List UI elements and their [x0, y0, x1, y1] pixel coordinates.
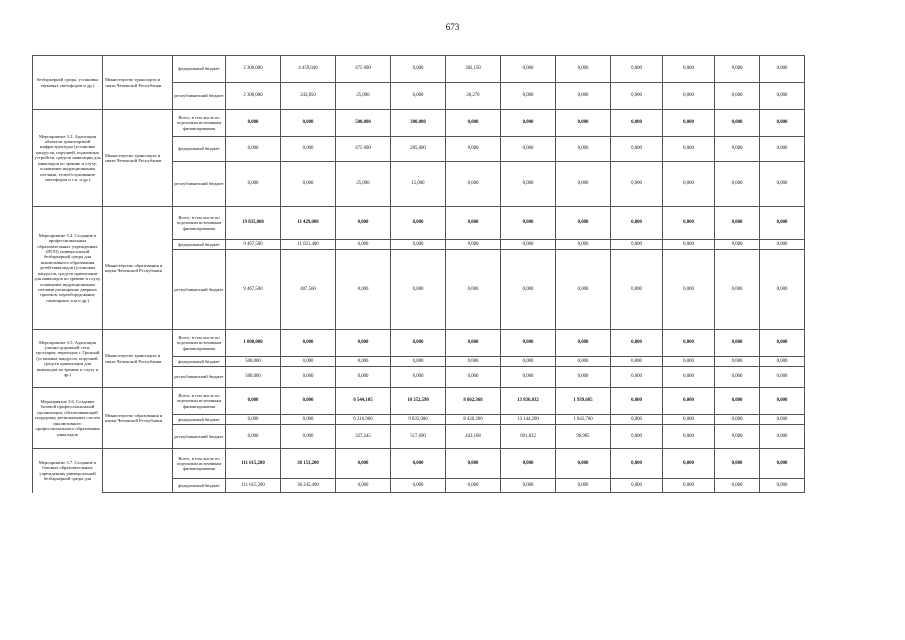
measure-cell: Мероприятие 3.7. Создание в базовых образовательных учреждениях универсальной безбарьерной среды для [33, 449, 103, 493]
amount-cell: 0,000 [663, 388, 715, 415]
amount-cell: 0,000 [446, 479, 501, 493]
amount-cell: 475 000 [336, 137, 391, 162]
amount-cell: 0,000 [391, 367, 446, 388]
amount-cell: 0,000 [446, 162, 501, 207]
amount-cell: 0,000 [556, 367, 611, 388]
amount-cell: 0,000 [715, 330, 760, 357]
amount-cell: 2 300,000 [226, 56, 281, 83]
page-number: 673 [445, 22, 460, 32]
funding-source-cell: федеральный бюджет [173, 479, 226, 493]
amount-cell: 0,000 [391, 449, 446, 479]
funding-source-cell: федеральный бюджет [173, 137, 226, 162]
funding-source-cell: республиканский бюджет [173, 425, 226, 449]
amount-cell: 0,000 [715, 367, 760, 388]
amount-cell: 0,000 [446, 110, 501, 137]
amount-cell: 517,690 [391, 425, 446, 449]
amount-cell: 0,000 [501, 449, 556, 479]
amount-cell: 0,000 [663, 415, 715, 425]
amount-cell: 0,000 [760, 207, 805, 240]
amount-cell: 0,000 [715, 388, 760, 415]
amount-cell: 0,000 [715, 56, 760, 83]
amount-cell: 0,000 [446, 330, 501, 357]
amount-cell: 38 153,200 [281, 449, 336, 479]
amount-cell: 691,832 [501, 425, 556, 449]
amount-cell: 111 615,200 [226, 449, 281, 479]
executor-cell: Министерство транспорта и связи Чеченской Республики [103, 56, 173, 110]
executor-cell: Министерство образования и науки Чеченской Республики [103, 207, 173, 330]
amount-cell: 0,000 [760, 240, 805, 250]
measure-cell: Мероприятие 3.5. Адаптация улично-дорожной сети, тротуаров, переходов г. Грозный (установка пандусов, поручней, средств ориентации для инвалидов по зрению и слуху и др.) [33, 330, 103, 388]
amount-cell: 36 245,490 [281, 479, 336, 493]
amount-cell: 443,168 [446, 425, 501, 449]
amount-cell: 0,000 [281, 415, 336, 425]
funding-source-cell: Всего, в том числе по отдельным источникам финансирования [173, 388, 226, 415]
amount-cell: 0,000 [226, 137, 281, 162]
amount-cell: 25,000 [336, 83, 391, 110]
amount-cell: 500,000 [226, 357, 281, 367]
amount-cell: 0,000 [391, 83, 446, 110]
amount-cell: 0,000 [501, 83, 556, 110]
funding-source-cell: республиканский бюджет [173, 367, 226, 388]
funding-source-cell: федеральный бюджет [173, 240, 226, 250]
budget-table [32, 55, 805, 493]
funding-source-cell: Всего, в том числе по отдельным источникам финансирования [173, 207, 226, 240]
amount-cell: 0,000 [556, 240, 611, 250]
amount-cell: 0,000 [336, 357, 391, 367]
amount-cell: 0,000 [556, 479, 611, 493]
amount-cell: 0,000 [760, 415, 805, 425]
amount-cell: 0,000 [446, 357, 501, 367]
amount-cell: 0,000 [760, 479, 805, 493]
amount-cell: 0,000 [501, 56, 556, 83]
amount-cell: 0,000 [336, 330, 391, 357]
amount-cell: 0,000 [715, 425, 760, 449]
amount-cell: 0,000 [336, 250, 391, 330]
amount-cell: 0,000 [556, 250, 611, 330]
amount-cell: 0,000 [611, 240, 663, 250]
funding-source-cell: республиканский бюджет [173, 250, 226, 330]
amount-cell: 15,000 [391, 162, 446, 207]
table-row [33, 110, 805, 137]
amount-cell: 0,000 [281, 357, 336, 367]
amount-cell: 1 842,700 [556, 415, 611, 425]
amount-cell: 0,000 [611, 207, 663, 240]
amount-cell: 0,000 [281, 137, 336, 162]
amount-cell: 0,000 [760, 162, 805, 207]
amount-cell: 0,000 [446, 250, 501, 330]
amount-cell: 475 000 [336, 56, 391, 83]
amount-cell: 0,000 [501, 250, 556, 330]
amount-cell: 1 000,000 [226, 330, 281, 357]
measure-cell: безбарьерной среды, установка звуковых светофоров и др.) [33, 56, 103, 110]
table-row [33, 330, 805, 357]
amount-cell: 0,000 [501, 240, 556, 250]
table-row [33, 449, 805, 479]
amount-cell: 0,000 [556, 449, 611, 479]
amount-cell: 0,000 [663, 137, 715, 162]
amount-cell: 285,000 [391, 137, 446, 162]
amount-cell: 0,000 [611, 250, 663, 330]
funding-source-cell: республиканский бюджет [173, 162, 226, 207]
amount-cell: 4 459,040 [281, 56, 336, 83]
amount-cell: 0,000 [226, 425, 281, 449]
amount-cell: 0,000 [760, 388, 805, 415]
amount-cell: 0,000 [556, 137, 611, 162]
amount-cell: 327,245 [336, 425, 391, 449]
amount-cell: 0,000 [391, 330, 446, 357]
amount-cell: 0,000 [501, 110, 556, 137]
amount-cell: 0,000 [446, 240, 501, 250]
amount-cell: 0,000 [611, 110, 663, 137]
amount-cell: 0,000 [663, 56, 715, 83]
amount-cell: 0,000 [663, 425, 715, 449]
amount-cell: 0,000 [663, 83, 715, 110]
amount-cell: 0,000 [611, 56, 663, 83]
measure-cell: Мероприятие 3.4. Создание в профессиональных образовательных учреждениях (ПОО) универсальной безбарьерной среды для инклюзивного образования детей-инвалидов (установка пандусов, средств ориентации для инвалидов по зрению и слуху, оснащение индукционными петлями расширение дверных проемов, переоборудование санитарных зон и др.) [33, 207, 103, 330]
table-row [33, 388, 805, 415]
amount-cell: 2 300,000 [226, 83, 281, 110]
amount-cell: 0,000 [391, 240, 446, 250]
amount-cell: 96,985 [556, 425, 611, 449]
amount-cell: 19 835,000 [226, 207, 281, 240]
amount-cell: 0,000 [663, 330, 715, 357]
amount-cell: 0,000 [611, 449, 663, 479]
amount-cell: 0,000 [501, 357, 556, 367]
amount-cell: 0,000 [663, 367, 715, 388]
amount-cell: 0,000 [611, 162, 663, 207]
amount-cell: 6 216,900 [336, 415, 391, 425]
amount-cell: 0,000 [556, 330, 611, 357]
amount-cell: 0,000 [336, 449, 391, 479]
amount-cell: 11 429,000 [281, 207, 336, 240]
amount-cell: 243,850 [281, 83, 336, 110]
amount-cell: 0,000 [336, 479, 391, 493]
amount-cell: 13 144,200 [501, 415, 556, 425]
amount-cell: 0,000 [501, 479, 556, 493]
executor-cell: Министерство транспорта и связи Чеченской Республики [103, 110, 173, 207]
amount-cell: 0,000 [663, 240, 715, 250]
amount-cell: 9 467,500 [226, 240, 281, 250]
amount-cell: 0,000 [663, 207, 715, 240]
amount-cell: 0,000 [501, 207, 556, 240]
amount-cell: 0,000 [446, 207, 501, 240]
amount-cell: 0,000 [446, 449, 501, 479]
amount-cell: 0,000 [281, 388, 336, 415]
amount-cell: 0,000 [715, 83, 760, 110]
amount-cell: 0,000 [760, 367, 805, 388]
amount-cell: 20,270 [446, 83, 501, 110]
amount-cell: 0,000 [556, 162, 611, 207]
amount-cell: 0,000 [281, 330, 336, 357]
amount-cell: 0,000 [715, 207, 760, 240]
amount-cell: 0,000 [391, 56, 446, 83]
measure-cell: Мероприятие 3.3. Адаптация объектов транспортной инфраструктуры (установка пандусов, поручней, подъемных устройств, средств навигации для инвалидов по зрению и слуху, оснащение индукционными петлями, телеобслуживание светофоров и т.п. и др.) [33, 110, 103, 207]
amount-cell: 0,000 [501, 162, 556, 207]
amount-cell: 0,000 [611, 388, 663, 415]
amount-cell: 0,000 [663, 357, 715, 367]
amount-cell: 0,000 [760, 83, 805, 110]
amount-cell: 0,000 [281, 162, 336, 207]
amount-cell: 300,000 [391, 110, 446, 137]
amount-cell: 0,000 [715, 137, 760, 162]
amount-cell: 8 420,200 [446, 415, 501, 425]
amount-cell: 0,000 [226, 388, 281, 415]
amount-cell: 0,000 [715, 357, 760, 367]
amount-cell: 0,000 [760, 137, 805, 162]
amount-cell: 0,000 [556, 83, 611, 110]
funding-source-cell: федеральный бюджет [173, 56, 226, 83]
amount-cell: 8 862,368 [446, 388, 501, 415]
amount-cell: 0,000 [760, 110, 805, 137]
funding-source-cell: федеральный бюджет [173, 415, 226, 425]
amount-cell: 0,000 [663, 449, 715, 479]
amount-cell: 0,000 [760, 330, 805, 357]
amount-cell: 11 021,400 [281, 240, 336, 250]
amount-cell: 10 352,590 [391, 388, 446, 415]
executor-cell [103, 449, 173, 493]
amount-cell: 0,000 [226, 415, 281, 425]
table-row [33, 56, 805, 83]
amount-cell: 9 835,900 [391, 415, 446, 425]
amount-cell: 0,000 [663, 110, 715, 137]
amount-cell: 0,000 [501, 137, 556, 162]
funding-source-cell: федеральный бюджет [173, 357, 226, 367]
amount-cell: 0,000 [611, 415, 663, 425]
amount-cell: 0,000 [760, 56, 805, 83]
funding-source-cell: Всего, в том числе по отдельным источникам финансирования [173, 110, 226, 137]
amount-cell: 25,000 [336, 162, 391, 207]
table-row [33, 207, 805, 240]
amount-cell: 0,000 [556, 110, 611, 137]
amount-cell: 0,000 [663, 162, 715, 207]
amount-cell: 0,000 [611, 330, 663, 357]
amount-cell: 0,000 [715, 479, 760, 493]
amount-cell: 0,000 [391, 207, 446, 240]
amount-cell: 0,000 [391, 250, 446, 330]
amount-cell: 0,000 [611, 367, 663, 388]
funding-source-cell: республиканский бюджет [173, 83, 226, 110]
funding-source-cell: Всего, в том числе по отдельным источникам финансирования [173, 330, 226, 357]
executor-cell: Министерство образования и науки Чеченской Республики [103, 388, 173, 449]
amount-cell: 0,000 [501, 367, 556, 388]
amount-cell: 0,000 [226, 162, 281, 207]
amount-cell: 382,150 [446, 56, 501, 83]
amount-cell: 0,000 [715, 415, 760, 425]
amount-cell: 0,000 [715, 240, 760, 250]
amount-cell: 0,000 [501, 330, 556, 357]
amount-cell: 0,000 [281, 425, 336, 449]
amount-cell: 0,000 [611, 425, 663, 449]
amount-cell: 500,000 [336, 110, 391, 137]
amount-cell: 0,000 [611, 83, 663, 110]
amount-cell: 0,000 [663, 250, 715, 330]
amount-cell: 6 544,105 [336, 388, 391, 415]
amount-cell: 1 939,685 [556, 388, 611, 415]
amount-cell: 0,000 [281, 367, 336, 388]
amount-cell: 0,000 [760, 250, 805, 330]
amount-cell: 0,000 [611, 137, 663, 162]
funding-source-cell: Всего, в том числе по отдельным источникам финансирования [173, 449, 226, 479]
amount-cell: 0,000 [760, 357, 805, 367]
amount-cell: 0,000 [446, 367, 501, 388]
amount-cell: 0,000 [556, 56, 611, 83]
amount-cell: 500,000 [226, 367, 281, 388]
amount-cell: 0,000 [446, 137, 501, 162]
amount-cell: 0,000 [611, 357, 663, 367]
amount-cell: 0,000 [336, 367, 391, 388]
executor-cell: Министерство транспорта и связи Чеченской Республики [103, 330, 173, 388]
amount-cell: 0,000 [336, 240, 391, 250]
amount-cell: 0,000 [336, 207, 391, 240]
amount-cell: 0,000 [663, 479, 715, 493]
amount-cell: 0,000 [226, 110, 281, 137]
amount-cell: 111 615,200 [226, 479, 281, 493]
amount-cell: 0,000 [715, 449, 760, 479]
amount-cell: 0,000 [760, 449, 805, 479]
amount-cell: 0,000 [281, 110, 336, 137]
amount-cell: 0,000 [556, 357, 611, 367]
measure-cell: Мероприятие 3.6. Создание базовой профессиональной организации, обеспечивающей поддержку региональных систем инклюзивного профессионального образования инвалидов [33, 388, 103, 449]
amount-cell: 13 836,032 [501, 388, 556, 415]
amount-cell: 9 467,500 [226, 250, 281, 330]
amount-cell: 0,000 [715, 162, 760, 207]
amount-cell: 0,000 [391, 357, 446, 367]
amount-cell: 0,000 [715, 110, 760, 137]
amount-cell: 0,000 [391, 479, 446, 493]
amount-cell: 0,000 [715, 250, 760, 330]
amount-cell: 0,000 [556, 207, 611, 240]
amount-cell: 0,000 [760, 425, 805, 449]
amount-cell: 0,000 [611, 479, 663, 493]
amount-cell: 407,560 [281, 250, 336, 330]
